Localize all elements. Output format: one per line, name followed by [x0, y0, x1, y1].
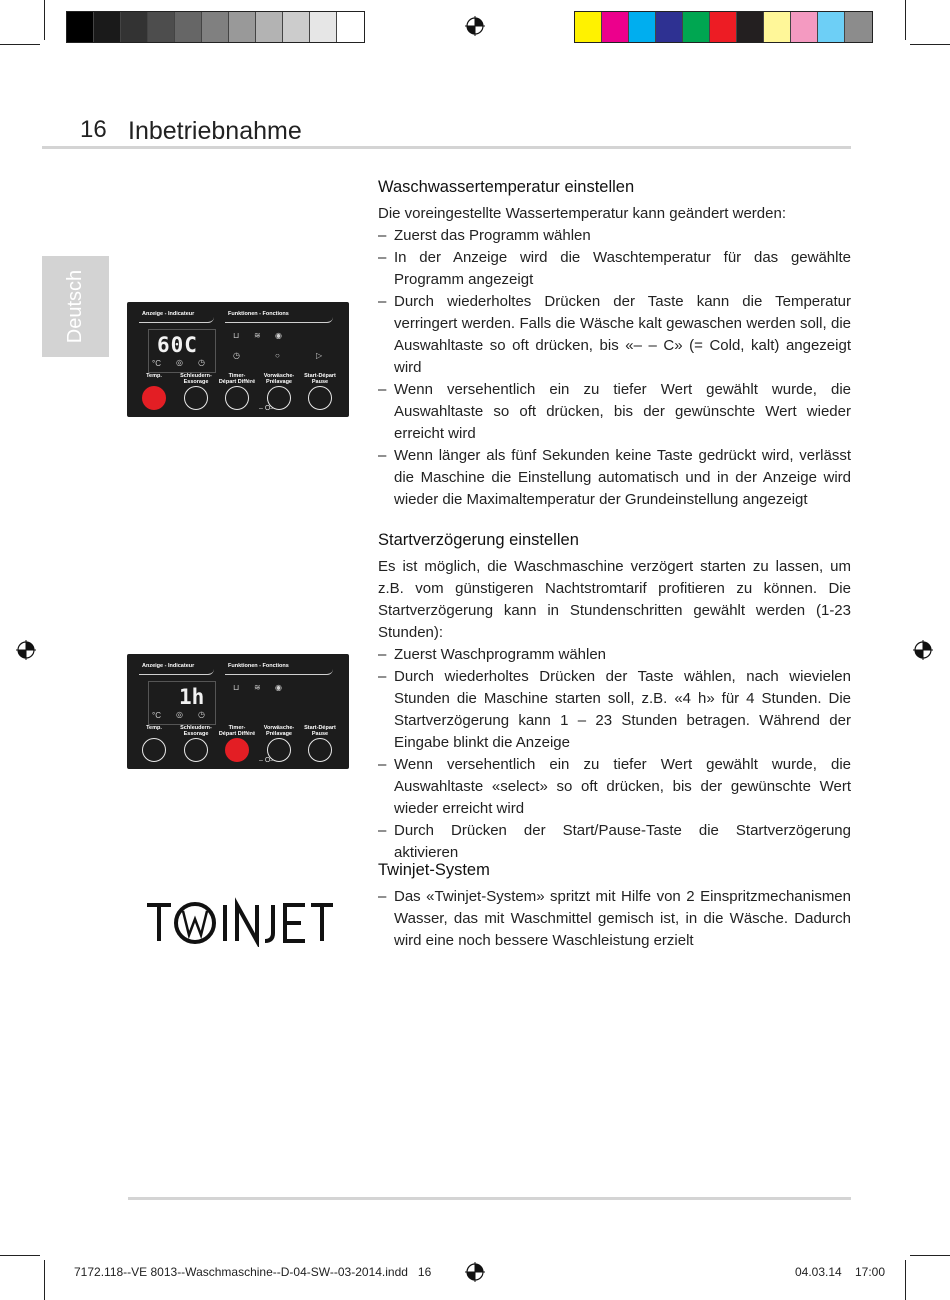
color-swatch [283, 12, 310, 42]
timer-button [225, 386, 249, 410]
grey-calibration-bar [66, 11, 365, 43]
color-swatch [818, 12, 845, 42]
button-label-prewash: Vorwäsche- Prélavage [263, 373, 295, 385]
color-swatch [791, 12, 818, 42]
display-value: 60C [157, 333, 198, 357]
color-swatch [683, 12, 710, 42]
color-swatch [337, 12, 364, 42]
spin-button [184, 738, 208, 762]
header-rule [42, 146, 851, 149]
crop-mark [905, 0, 906, 40]
color-swatch [602, 12, 629, 42]
list-item: – In der Anzeige wird die Waschtemperatur für das gewählte Programm angezeigt [378, 249, 851, 288]
crop-mark [905, 1260, 906, 1300]
list-item: – Wenn versehentlich ein zu tiefer Wert gewählt wurde, die Auswahltaste «select» so oft drücken, bis der gewünschte Wert wieder erreicht wird [378, 756, 851, 817]
registration-mark-icon [465, 1262, 485, 1282]
registration-mark-icon [465, 16, 485, 36]
clock-icon: ◷ [198, 358, 205, 367]
clock-icon: ◷ [198, 710, 205, 719]
panel-label-display: Anzeige - Indicateur [142, 663, 195, 669]
list-item: – Wenn versehentlich ein zu tiefer Wert gewählt wurde, die Auswahltaste so oft drücken, bis der gewünschte Wert wieder erreicht wird [378, 381, 851, 442]
start-pause-button [308, 738, 332, 762]
section-heading: Startverzögerung einstellen [378, 531, 579, 549]
start-pause-button [308, 386, 332, 410]
button-label-prewash: Vorwäsche- Prélavage [263, 725, 295, 737]
list-item: – Zuerst Waschprogramm wählen [378, 646, 607, 663]
prewash-icon: ⊔ [233, 331, 240, 340]
list-item: – Zuerst das Programm wählen [378, 227, 591, 244]
panel-label-display: Anzeige - Indicateur [142, 311, 195, 317]
control-panel-temperature [127, 302, 349, 417]
color-swatch [256, 12, 283, 42]
color-swatch [656, 12, 683, 42]
registration-mark-icon [16, 640, 36, 660]
spin-button [184, 386, 208, 410]
spiral-icon: ◉ [275, 331, 282, 340]
temp-button [142, 738, 166, 762]
child-lock-key-icon: – O– [259, 757, 275, 764]
button-label-start: Start-Départ Pause [304, 373, 336, 385]
color-swatch [737, 12, 764, 42]
button-label-temp: Temp. [146, 373, 162, 379]
steam-icon: ≋ [254, 683, 261, 692]
footer-file: 7172.118--VE 8013--Waschmaschine--D-04-SW--03-2014.indd 16 [74, 1265, 432, 1279]
list-item: – Wenn länger als fünf Sekunden keine Taste gedrückt wird, verlässt die Maschine die Einstellung automatisch und in der Anzeige wird wieder die Maximaltemperatur der Grundeinstellung angezeigt [378, 447, 851, 508]
language-tab [42, 256, 109, 357]
celsius-unit: °C [152, 359, 161, 368]
color-swatch [629, 12, 656, 42]
prewash-icon: ⊔ [233, 683, 240, 692]
display-value: 1h [179, 685, 205, 709]
page-title: Inbetriebnahme [128, 117, 302, 145]
section-heading: Waschwassertemperatur einstellen [378, 178, 635, 196]
section-start-delay [378, 529, 851, 864]
page-number: 16 [80, 116, 107, 143]
color-swatch [148, 12, 175, 42]
crop-mark [910, 44, 950, 45]
color-swatch [175, 12, 202, 42]
start-pause-icon: ▷ [316, 351, 323, 360]
twinjet-logo [145, 897, 335, 947]
list-item: – Durch wiederholtes Drücken der Taste kann die Temperatur verringert werden. Falls die Wäsche kalt gewaschen werden soll, die Auswahltaste so oft drücken, bis «– – C» (= Cold, kalt) angezeigt wird [378, 293, 851, 376]
color-swatch [710, 12, 737, 42]
color-swatch [202, 12, 229, 42]
button-label-temp: Temp. [146, 725, 162, 731]
steam-icon: ≋ [254, 331, 261, 340]
spiral-icon: ◉ [275, 683, 282, 692]
spin-icon: ◎ [176, 358, 183, 367]
registration-mark-icon [913, 640, 933, 660]
crop-mark [44, 0, 45, 40]
footer-date: 04.03.14 [795, 1265, 842, 1279]
button-label-spin: Schleudern- Essorage [180, 373, 212, 385]
timer-button [225, 738, 249, 762]
button-label-start: Start-Départ Pause [304, 725, 336, 737]
list-item: – Durch wiederholtes Drücken der Taste wählen, nach wievielen Stunden die Maschine starten soll, z.B. «4 h» für 4 Stunden. Die Startverzögerung kann 1 – 23 Stunden betragen. Während der Eingabe blinkt die Anzeige [378, 668, 851, 751]
color-calibration-bar [574, 11, 873, 43]
crop-mark [44, 1260, 45, 1300]
footer-time: 17:00 [855, 1265, 886, 1279]
language-tab-label: Deutsch [64, 269, 86, 344]
panel-label-functions: Funktionen - Fonctions [228, 311, 289, 317]
color-swatch [310, 12, 337, 42]
circle-icon: ○ [275, 351, 280, 360]
bullet-list [378, 644, 851, 864]
section-heading: Twinjet-System [378, 861, 490, 879]
crop-mark [0, 44, 40, 45]
spin-icon: ◎ [176, 710, 183, 719]
child-lock-key-icon: – O– [259, 405, 275, 412]
bullet-list [378, 886, 851, 952]
footer-rule [128, 1197, 851, 1200]
color-swatch [67, 12, 94, 42]
button-label-spin: Schleudern- Essorage [180, 725, 212, 737]
color-swatch [94, 12, 121, 42]
section-intro: Die voreingestellte Wassertemperatur kann geändert werden: [378, 205, 786, 222]
crop-mark [0, 1255, 40, 1256]
color-swatch [764, 12, 791, 42]
button-label-timer: Timer- Départ Différé [218, 725, 256, 737]
color-swatch [229, 12, 256, 42]
celsius-unit: °C [152, 711, 161, 720]
section-intro: Es ist möglich, die Waschmaschine verzögert starten zu lassen, um z.B. vom günstigeren Nachtstromtarif profitieren zu können. Die Startverzögerung kann in Stundenschritten gewählt werden (1-23 Stunden): [378, 558, 851, 641]
bullet-list [378, 225, 851, 511]
list-item: – Das «Twinjet-System» spritzt mit Hilfe von 2 Einspritzmechanismen Wasser, das mit Waschmittel gemisch ist, in die Wäsche. Dadurch wird eine noch bessere Waschleistung erzielt [378, 888, 851, 949]
color-swatch [575, 12, 602, 42]
section-twinjet [378, 859, 851, 952]
panel-label-functions: Funktionen - Fonctions [228, 663, 289, 669]
section-water-temperature [378, 176, 851, 511]
button-label-timer: Timer- Départ Différé [218, 373, 256, 385]
list-item: – Durch Drücken der Start/Pause-Taste die Startverzögerung aktivieren [378, 822, 851, 861]
crop-mark [910, 1255, 950, 1256]
color-swatch [845, 12, 872, 42]
control-panel-delay [127, 654, 349, 769]
timer-icon: ◷ [233, 351, 240, 360]
color-swatch [121, 12, 148, 42]
temp-button [142, 386, 166, 410]
